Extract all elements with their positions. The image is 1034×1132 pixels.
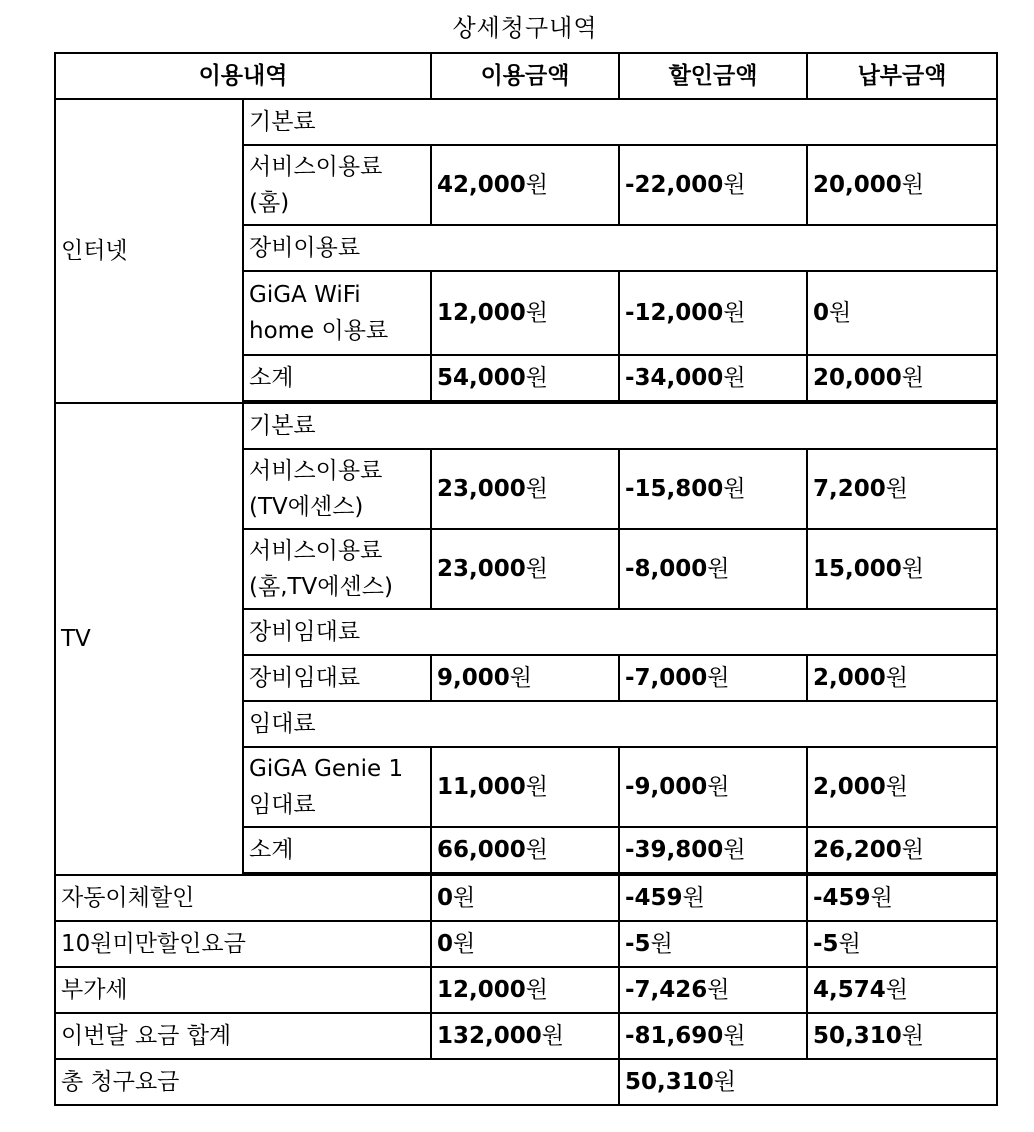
discount-cell: -12,000원: [619, 271, 807, 355]
subheader-basic-fee: 기본료: [243, 403, 997, 449]
item-label: 서비스이용료 (TV에센스): [243, 449, 431, 529]
table-row: [55, 403, 997, 449]
amount-cell: 11,000원: [431, 747, 619, 827]
header-usage: 이용내역: [55, 53, 431, 99]
amount-cell: 54,000원: [431, 355, 619, 401]
payment-cell: 20,000원: [807, 145, 997, 225]
under-10-won-label: 10원미만할인요금: [55, 921, 431, 967]
amount-cell: 23,000원: [431, 449, 619, 529]
billing-table: [54, 52, 998, 1106]
header-row: [55, 53, 997, 99]
payment-cell: 0원: [807, 271, 997, 355]
item-label: 서비스이용료 (홈): [243, 145, 431, 225]
header-payment: 납부금액: [807, 53, 997, 99]
discount-cell: -81,690원: [619, 1013, 807, 1059]
page-title: 상세청구내역: [452, 14, 598, 42]
payment-cell: 15,000원: [807, 529, 997, 609]
category-internet: 인터넷: [55, 99, 243, 403]
discount-cell: -15,800원: [619, 449, 807, 529]
amount-cell: 23,000원: [431, 529, 619, 609]
amount-cell: 0원: [431, 875, 619, 921]
header-discount: 할인금액: [619, 53, 807, 99]
vat-label: 부가세: [55, 967, 431, 1013]
item-label: 서비스이용료 (홈,TV에센스): [243, 529, 431, 609]
discount-cell: -9,000원: [619, 747, 807, 827]
amount-cell: 132,000원: [431, 1013, 619, 1059]
amount-cell: 66,000원: [431, 827, 619, 873]
discount-cell: -7,426원: [619, 967, 807, 1013]
header-amount: 이용금액: [431, 53, 619, 99]
discount-cell: -22,000원: [619, 145, 807, 225]
table-row: [55, 99, 997, 145]
discount-cell: -459원: [619, 875, 807, 921]
monthly-total-label: 이번달 요금 합계: [55, 1013, 431, 1059]
discount-cell: -34,000원: [619, 355, 807, 401]
payment-cell: 2,000원: [807, 747, 997, 827]
payment-cell: -459원: [807, 875, 997, 921]
amount-cell: 0원: [431, 921, 619, 967]
subtotal-label: 소계: [243, 827, 431, 873]
subheader-basic-fee: 기본료: [243, 99, 997, 145]
category-tv: TV: [55, 403, 243, 875]
discount-cell: -8,000원: [619, 529, 807, 609]
grand-total-amount: 50,310원: [619, 1059, 997, 1105]
subheader-rental: 임대료: [243, 701, 997, 747]
payment-cell: 7,200원: [807, 449, 997, 529]
subheader-equipment-fee: 장비이용료: [243, 225, 997, 271]
payment-cell: 4,574원: [807, 967, 997, 1013]
amount-cell: 12,000원: [431, 967, 619, 1013]
table-row: [55, 875, 997, 921]
amount-cell: 12,000원: [431, 271, 619, 355]
amount-cell: 9,000원: [431, 655, 619, 701]
discount-cell: -5원: [619, 921, 807, 967]
subheader-equipment-rental: 장비임대료: [243, 609, 997, 655]
discount-cell: -39,800원: [619, 827, 807, 873]
payment-cell: -5원: [807, 921, 997, 967]
table-row: [55, 1059, 997, 1105]
table-row: [55, 967, 997, 1013]
item-label: GiGA Genie 1 임대료: [243, 747, 431, 827]
discount-cell: -7,000원: [619, 655, 807, 701]
payment-cell: 50,310원: [807, 1013, 997, 1059]
table-row: [55, 1013, 997, 1059]
item-label: GiGA WiFi home 이용료: [243, 271, 431, 355]
payment-cell: 20,000원: [807, 355, 997, 401]
amount-cell: 42,000원: [431, 145, 619, 225]
grand-total-label: 총 청구요금: [55, 1059, 619, 1105]
item-label: 장비임대료: [243, 655, 431, 701]
payment-cell: 26,200원: [807, 827, 997, 873]
auto-transfer-label: 자동이체할인: [55, 875, 431, 921]
payment-cell: 2,000원: [807, 655, 997, 701]
table-row: [55, 921, 997, 967]
subtotal-label: 소계: [243, 355, 431, 401]
